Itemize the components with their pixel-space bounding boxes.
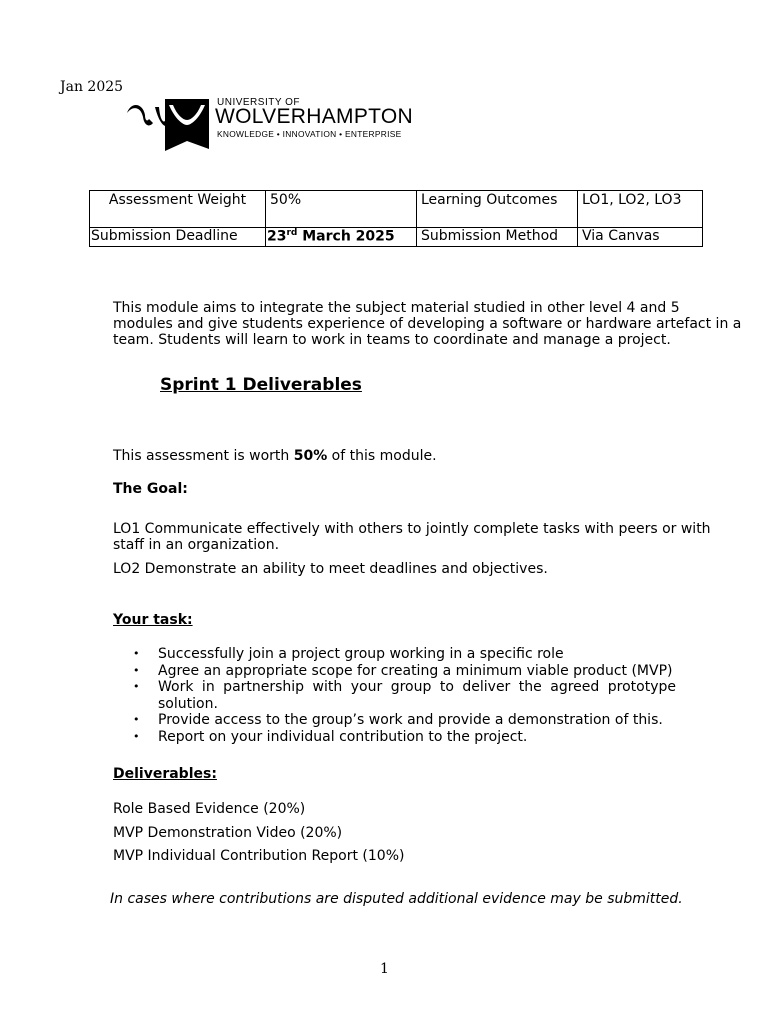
assessment-weight-value: 50% xyxy=(266,191,417,228)
assessment-weight-label: Assessment Weight xyxy=(90,191,266,228)
page-number: 1 xyxy=(380,961,389,977)
submission-method-label: Submission Method xyxy=(417,228,578,247)
logo-line-2: WOLVERHAMPTON xyxy=(215,105,413,128)
wolverhampton-emblem-icon xyxy=(125,95,210,155)
assessment-info-table xyxy=(89,190,703,247)
logo-line-1: UNIVERSITY OF xyxy=(217,97,300,108)
assessment-worth xyxy=(113,448,743,464)
logo-line-3: KNOWLEDGE • INNOVATION • ENTERPRISE xyxy=(217,129,402,139)
deliverables-heading: Deliverables: xyxy=(113,766,217,782)
submission-deadline-label: Submission Deadline xyxy=(90,228,266,247)
list-item: • Agree an appropriate scope for creating a minimum viable product (MVP) xyxy=(113,663,676,680)
learning-outcome-2: LO2 Demonstrate an ability to meet deadlines and objectives. xyxy=(113,561,548,577)
deadline-rest: March 2025 xyxy=(297,228,395,245)
disputed-contributions-note: In cases where contributions are disputed additional evidence may be submitted. xyxy=(110,891,683,907)
list-item: • Provide access to the group’s work and provide a demonstration of this. xyxy=(113,712,676,729)
deliverable-item: MVP Demonstration Video (20%) xyxy=(113,825,343,841)
document-date: Jan 2025 xyxy=(60,79,124,95)
table-row xyxy=(90,191,703,228)
submission-method-value: Via Canvas xyxy=(578,228,703,247)
module-intro: This module aims to integrate the subject material studied in other level 4 and 5 modules and give students experience of developing a software or hardware artefact in a team. Students will learn to work in teams to coordinate and manage a project. xyxy=(113,300,742,348)
learning-outcome-1: LO1 Communicate effectively with others to jointly complete tasks with peers or with staff in an organization. xyxy=(113,521,711,553)
worth-text-before: This assessment is worth xyxy=(113,448,294,464)
deliverable-item: Role Based Evidence (20%) xyxy=(113,801,306,817)
learning-outcomes-value: LO1, LO2, LO3 xyxy=(578,191,703,228)
deadline-day: 23 xyxy=(267,228,287,245)
task-list xyxy=(113,646,676,745)
list-item: • Report on your individual contribution to the project. xyxy=(113,729,676,746)
learning-outcomes-label: Learning Outcomes xyxy=(417,191,578,228)
university-logo xyxy=(125,95,445,155)
table-row xyxy=(90,228,703,247)
sprint-heading: Sprint 1 Deliverables xyxy=(160,375,362,395)
goal-heading: The Goal: xyxy=(113,481,188,497)
worth-text-after: of this module. xyxy=(327,448,437,464)
submission-deadline-value xyxy=(266,228,417,247)
task-heading: Your task: xyxy=(113,612,193,628)
worth-value: 50% xyxy=(293,448,328,464)
deadline-suffix: rd xyxy=(286,228,298,238)
list-item: • Successfully join a project group working in a specific role xyxy=(113,646,676,663)
deliverable-item: MVP Individual Contribution Report (10%) xyxy=(113,848,405,864)
list-item: • Work in partnership with your group to deliver the agreed prototype solution. xyxy=(113,679,676,712)
